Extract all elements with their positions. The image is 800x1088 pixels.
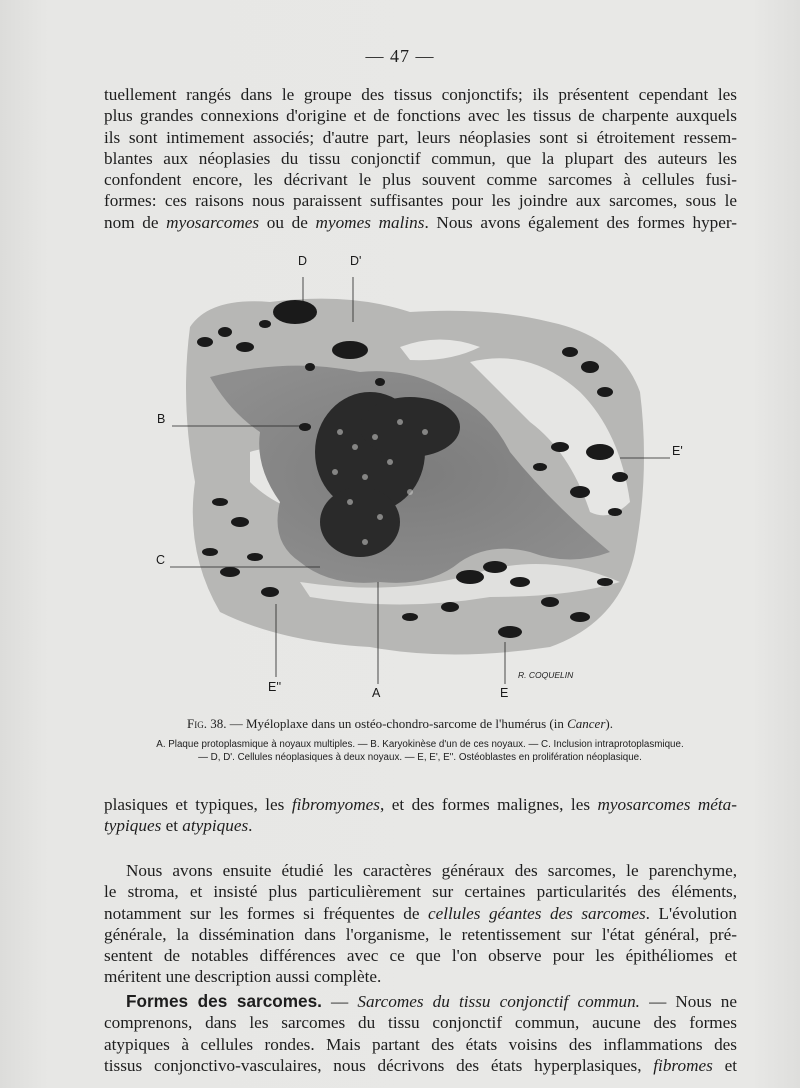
text-line: formes: ces raisons nous paraissent suffisantes pour les joindre aux sarcomes, sous le (104, 191, 737, 211)
caption-line: — D, D'. Cellules néoplasiques à deux noyaux. — E, E', E''. Ostéoblastes en prolifération néoplasique. (198, 752, 642, 763)
text-line: Formes des sarcomes. — Sarcomes du tissu conjonctif commun. — Nous ne (126, 991, 738, 1011)
figure-label-b: B (157, 412, 166, 426)
figure-label-e-prime: E' (672, 444, 683, 458)
histology-figure (150, 252, 690, 702)
text-line: plus grandes connexions d'origine et de fonctions avec les tissus de charpente auxquels (104, 106, 737, 126)
section-heading: Formes des sarcomes. (126, 991, 322, 1011)
figure-label-d: D (298, 254, 308, 268)
text-line: nom de myosarcomes ou de myomes malins. Nous avons également des formes hyper- (104, 212, 737, 232)
figure-label-e: E (500, 686, 509, 700)
figure-caption-title (0, 716, 800, 732)
text-line: tissus conjonctivo-vasculaires, nous décrivons des états hyperplasiques, fibromes et (104, 1055, 737, 1075)
text-line: ils sont intimement associés; d'autre part, leurs néoplasies sont si étroitement ressem- (104, 127, 737, 147)
caption-title-text: — Myéloplaxe dans un ostéo-chondro-sarcome de l'humérus (in (226, 716, 568, 731)
text-line: sentent de notables différences avec ce que l'on observe pour les épithéliomes et (104, 946, 737, 966)
text-line: plasiques et typiques, les fibromyomes, et des formes malignes, les myosarcomes méta- (104, 795, 737, 814)
text-line: générale, la dissémination dans l'organisme, le retentissement sur l'état général, pré- (104, 924, 737, 944)
text-line: notamment sur les formes si fréquentes de cellules géantes des sarcomes. L'évolution (104, 903, 737, 923)
caption-title-end: ). (605, 716, 613, 731)
caption-line: A. Plaque protoplasmique à noyaux multiples. — B. Karyokinèse d'un de ces noyaux. — C. Inclusion intraprotoplasmique. (156, 739, 684, 750)
text-line: typiques et atypiques. (104, 816, 253, 836)
text-line: blantes aux néoplasies du tissu conjonctif commun, que la plupart des auteurs les (104, 148, 737, 168)
text-line: le stroma, et insisté plus particulièrement sur certaines particularités des éléments, (104, 882, 737, 902)
figure-label-d-prime: D' (350, 254, 362, 268)
figure-label-e-double-prime: E'' (268, 680, 282, 694)
paragraph-general-characters (104, 860, 737, 988)
text-line: méritent une description aussi complète. (104, 967, 382, 987)
figure-number: Fig. 38. (187, 716, 227, 731)
text-line: atypiques à cellules rondes. Mais partant des états voisins des inflammations des (104, 1034, 737, 1054)
paragraph-intro (104, 84, 737, 233)
text-line: Nous avons ensuite étudié les caractères généraux des sarcomes, le parenchyme, (126, 861, 737, 880)
figure-caption-legend (100, 738, 740, 764)
paragraph-forms (104, 794, 737, 837)
histology-illustration (150, 252, 690, 702)
text-line: confondent encore, les décrivant le plus souvent comme sarcomes à cellules fusi- (104, 170, 737, 190)
figure-label-c: C (156, 553, 166, 567)
page-number: — 47 — (365, 46, 435, 66)
artist-signature: R. COQUELIN (518, 670, 574, 680)
figure-label-a: A (372, 686, 381, 700)
paragraph-sarcoma-forms (104, 991, 737, 1076)
caption-source: Cancer (567, 716, 606, 731)
text-line: comprenons, dans les sarcomes du tissu conjonctif commun, aucune des formes (104, 1013, 737, 1033)
text-line: tuellement rangés dans le groupe des tissus conjonctifs; ils présentent cependant les (104, 85, 737, 104)
